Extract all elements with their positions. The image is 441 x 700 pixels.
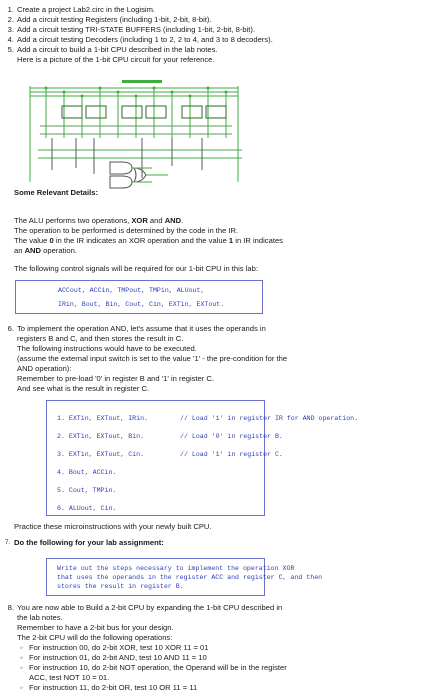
micro-step: 6. ALUout, Cin. bbox=[57, 505, 117, 512]
bullet-icon: ◦ bbox=[20, 653, 23, 662]
item6-line: To implement the operation AND, let's assume that it uses the operands in bbox=[17, 324, 266, 333]
item6-line: Remember to pre-load '0' in register B and '1' in register C. bbox=[17, 374, 214, 383]
micro-step: 4. Bout, ACCin. bbox=[57, 469, 117, 476]
item8-line: the lab notes. bbox=[17, 613, 63, 622]
micro-step: 5. Cout, TMPin. bbox=[57, 487, 117, 494]
control-signals-box bbox=[15, 280, 263, 314]
bullet-icon: ◦ bbox=[20, 643, 23, 652]
list-item-text: Add a circuit testing Registers (including 1-bit, 2-bit, 8-bit). bbox=[17, 15, 212, 24]
bullet-icon: ◦ bbox=[20, 663, 23, 672]
section-heading: Some Relevant Details: bbox=[14, 188, 98, 197]
bullet-item: For instruction 01, do 2-bit AND, test 10 AND 11 = 10 bbox=[29, 653, 207, 662]
item5-note: Here is a picture of the 1-bit CPU circuit for your reference. bbox=[17, 55, 215, 64]
alu-line-4: an AND operation. bbox=[14, 246, 77, 255]
micro-comment: // Load '1' in register IR for AND operation. bbox=[180, 415, 359, 422]
item8-line: Remember to have a 2-bit bus for your design. bbox=[17, 623, 174, 632]
assign-line: stores the result in register B. bbox=[57, 583, 184, 590]
micro-comment: // Load '1' in register C. bbox=[180, 451, 283, 458]
micro-step: 1. EXTin, EXTout, IRin. bbox=[57, 415, 149, 422]
circuit-title-mark bbox=[122, 80, 162, 83]
item6-line: And see what is the result in register C. bbox=[17, 384, 150, 393]
item6-line: The following instructions would have to be executed. bbox=[17, 344, 197, 353]
micro-step: 3. EXTin, EXTout, Cin. bbox=[57, 451, 145, 458]
item8-line: You are now able to Build a 2-bit CPU by expanding the 1-bit CPU described in bbox=[17, 603, 283, 612]
alu-line-5: The following control signals will be required for our 1-bit CPU in this lab: bbox=[14, 264, 258, 273]
bullet-item: For instruction 00, do 2-bit XOR, test 10 XOR 11 = 01 bbox=[29, 643, 209, 652]
item6-line: registers B and C, and then stores the result in C. bbox=[17, 334, 184, 343]
practice-note: Practice these microinstructions with your newly built CPU. bbox=[14, 522, 212, 531]
assign-line: that uses the operands in the register ACC and register C, and then bbox=[57, 574, 323, 581]
item6-line: (assume the external input switch is set to the value '1' - the pre-condition for the bbox=[17, 354, 288, 363]
alu-line-1: The ALU performs two operations, XOR and AND. bbox=[14, 216, 184, 225]
list-item-text: Add a circuit testing TRI-STATE BUFFERS (including 1-bit, 2-bit, 8-bit). bbox=[17, 25, 256, 34]
item7-heading: Do the following for your lab assignment: bbox=[14, 538, 164, 547]
assign-line: Write out the steps necessary to implement the operation XOR bbox=[57, 565, 295, 572]
alu-line-2: The operation to be performed is determined by the code in the IR. bbox=[14, 226, 239, 235]
item6-line: AND operation): bbox=[17, 364, 72, 373]
item8-line: The 2-bit CPU will do the following operations: bbox=[17, 633, 173, 642]
signals-line-1: ACCout, ACCin, TMPout, TMPin, ALUout, bbox=[58, 287, 205, 294]
micro-comment: // Load '0' in register B. bbox=[180, 433, 283, 440]
micro-step: 2. EXTin, EXTout, Bin. bbox=[57, 433, 145, 440]
bullet-item: For instruction 11, do 2-bit OR, test 10 OR 11 = 11 bbox=[29, 683, 198, 692]
bullet-item: For instruction 10, do 2-bit NOT operation, the Operand will be in the register bbox=[29, 663, 287, 672]
list-item-text: Add a circuit testing Decoders (including 1 to 2, 2 to 4, and 3 to 8 decoders). bbox=[17, 35, 273, 44]
list-item-text: Create a project Lab2.circ in the Logisim. bbox=[17, 5, 156, 14]
alu-line-3: The value 0 in the IR indicates an XOR operation and the value 1 in IR indicates bbox=[14, 236, 283, 245]
signals-line-2: IRin, Bout, Bin, Cout, Cin, EXTin, EXTout. bbox=[58, 301, 225, 308]
bullet-icon: ◦ bbox=[20, 683, 23, 692]
cpu-circuit-image bbox=[22, 78, 258, 190]
bullet-item-continued: ACC, test NOT 10 = 01. bbox=[29, 673, 110, 682]
list-item-text: Add a circuit to build a 1-bit CPU described in the lab notes. bbox=[17, 45, 218, 54]
